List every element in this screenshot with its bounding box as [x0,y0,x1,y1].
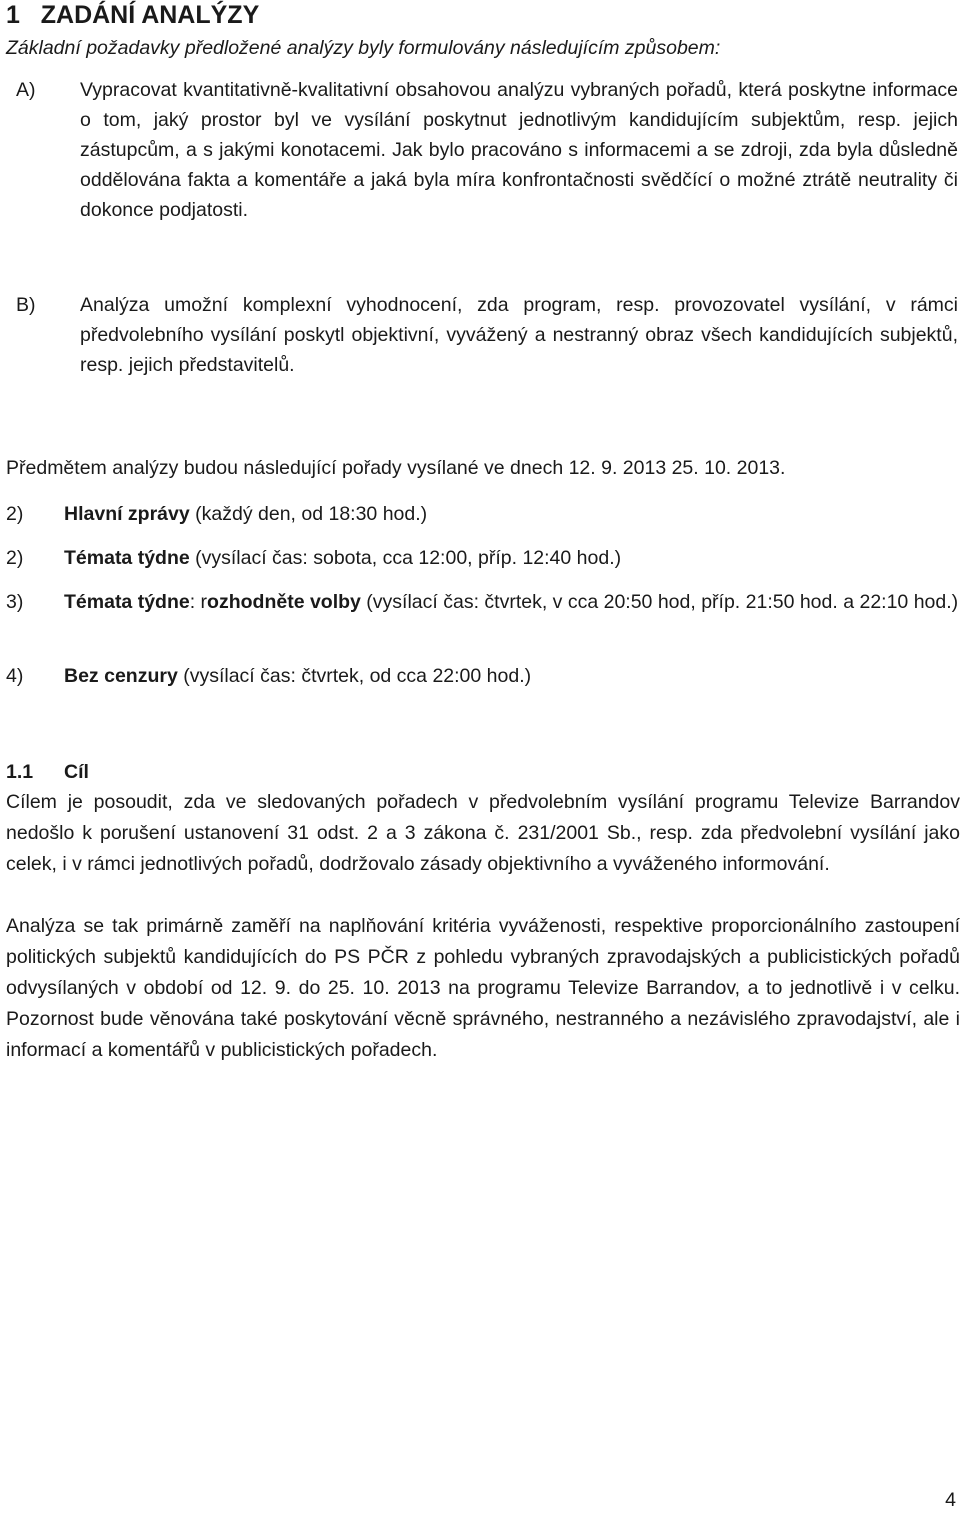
page-number: 4 [945,1489,956,1511]
program-1-number: 2) [6,503,24,525]
heading-1-title: ZADÁNÍ ANALÝZY [40,1,260,29]
heading-2-title: Cíl [64,761,89,783]
program-3-title: Témata týdne [64,591,190,613]
goal-paragraph-1: Cílem je posoudit, zda ve sledovaných pořadech v předvolebním vysílání programu Televize Barrandov nedošlo k porušení ustanovení 31 odst. 2 a 3 zákona č. 231/2001 Sb., resp. zda předvolební vysílání jako celek, i v rámci jednotlivých pořadů, dodržovalo zásady objektivního a vyváženého informování. [6,791,960,875]
requirement-a [16,75,958,225]
heading-1 [6,0,259,30]
requirement-a-letter: A) [16,79,36,101]
program-4-title: Bez cenzury [64,665,178,687]
program-item-3 [6,587,960,617]
requirement-a-body [16,75,958,225]
program-4-detail: (vysílací čas: čtvrtek, od cca 22:00 hod.) [177,665,532,687]
program-2-detail: (vysílací čas: sobota, cca 12:00, příp. 12:40 hod.) [189,547,622,569]
heading-2-number: 1.1 [6,761,34,783]
program-1-detail: (každý den, od 18:30 hod.) [189,503,428,525]
subject-line: Předmětem analýzy budou následující pořady vysílané ve dnech 12. 9. 2013 25. 10. 2013. [6,457,786,479]
goal-paragraph-2: Analýza se tak primárně zaměří na naplňování kritéria vyváženosti, respektive proporcionálního zastoupení politických subjektů kandidujících do PS PČR z pohledu vybraných zpravodajských a publicistických pořadů odvysílaných v období od 12. 9. do 25. 10. 2013 na programu Televize Barrandov, a to jednotlivě i v celku. Pozornost bude věnována také poskytování věcně správného, nestranného a nezávislého zpravodajství, ale i informací a komentářů v publicistických pořadech. [6,915,960,1061]
heading-2 [6,757,89,787]
program-item-4 [6,661,960,691]
program-3-detail: (vysílací čas: čtvrtek, v cca 20:50 hod, příp. 21:50 hod. a 22:10 hod.) [360,591,959,613]
program-item-1 [6,499,960,529]
requirement-a-text: Vypracovat kvantitativně-kvalitativní obsahovou analýzu vybraných pořadů, která poskytne informace o tom, jaký prostor byl ve vysílání poskytnut jednotlivým kandidujícím subjektům, resp. jejich zástupcům, a s jakými konotacemi. Jak bylo pracováno s informacemi a se zdroji, zda byla důsledně oddělována fakta a komentáře a jaká byla míra konfrontačnosti svědčící o možné ztrátě neutrality či dokonce podjatosti. [80,79,958,221]
requirement-b [16,290,958,380]
program-4-number: 4) [6,665,24,687]
heading-1-number: 1 [6,1,20,29]
requirement-b-body [16,290,958,380]
intro-text: Základní požadavky předložené analýzy byly formulovány následujícím způsobem: [6,37,721,59]
program-3-separator: : r [189,591,208,613]
program-2-number: 2) [6,547,24,569]
program-3-title2: ozhodněte volby [207,591,361,613]
program-1-title: Hlavní zprávy [64,503,190,525]
program-2-title: Témata týdne [64,547,190,569]
requirement-b-text: Analýza umožní komplexní vyhodnocení, zda program, resp. provozovatel vysílání, v rámci předvolebního vysílání poskytl objektivní, vyvážený a nestranný obraz všech kandidujících subjektů, resp. jejich představitelů. [80,294,958,376]
requirement-b-letter: B) [16,294,36,316]
program-3-number: 3) [6,591,24,613]
program-item-2 [6,543,960,573]
